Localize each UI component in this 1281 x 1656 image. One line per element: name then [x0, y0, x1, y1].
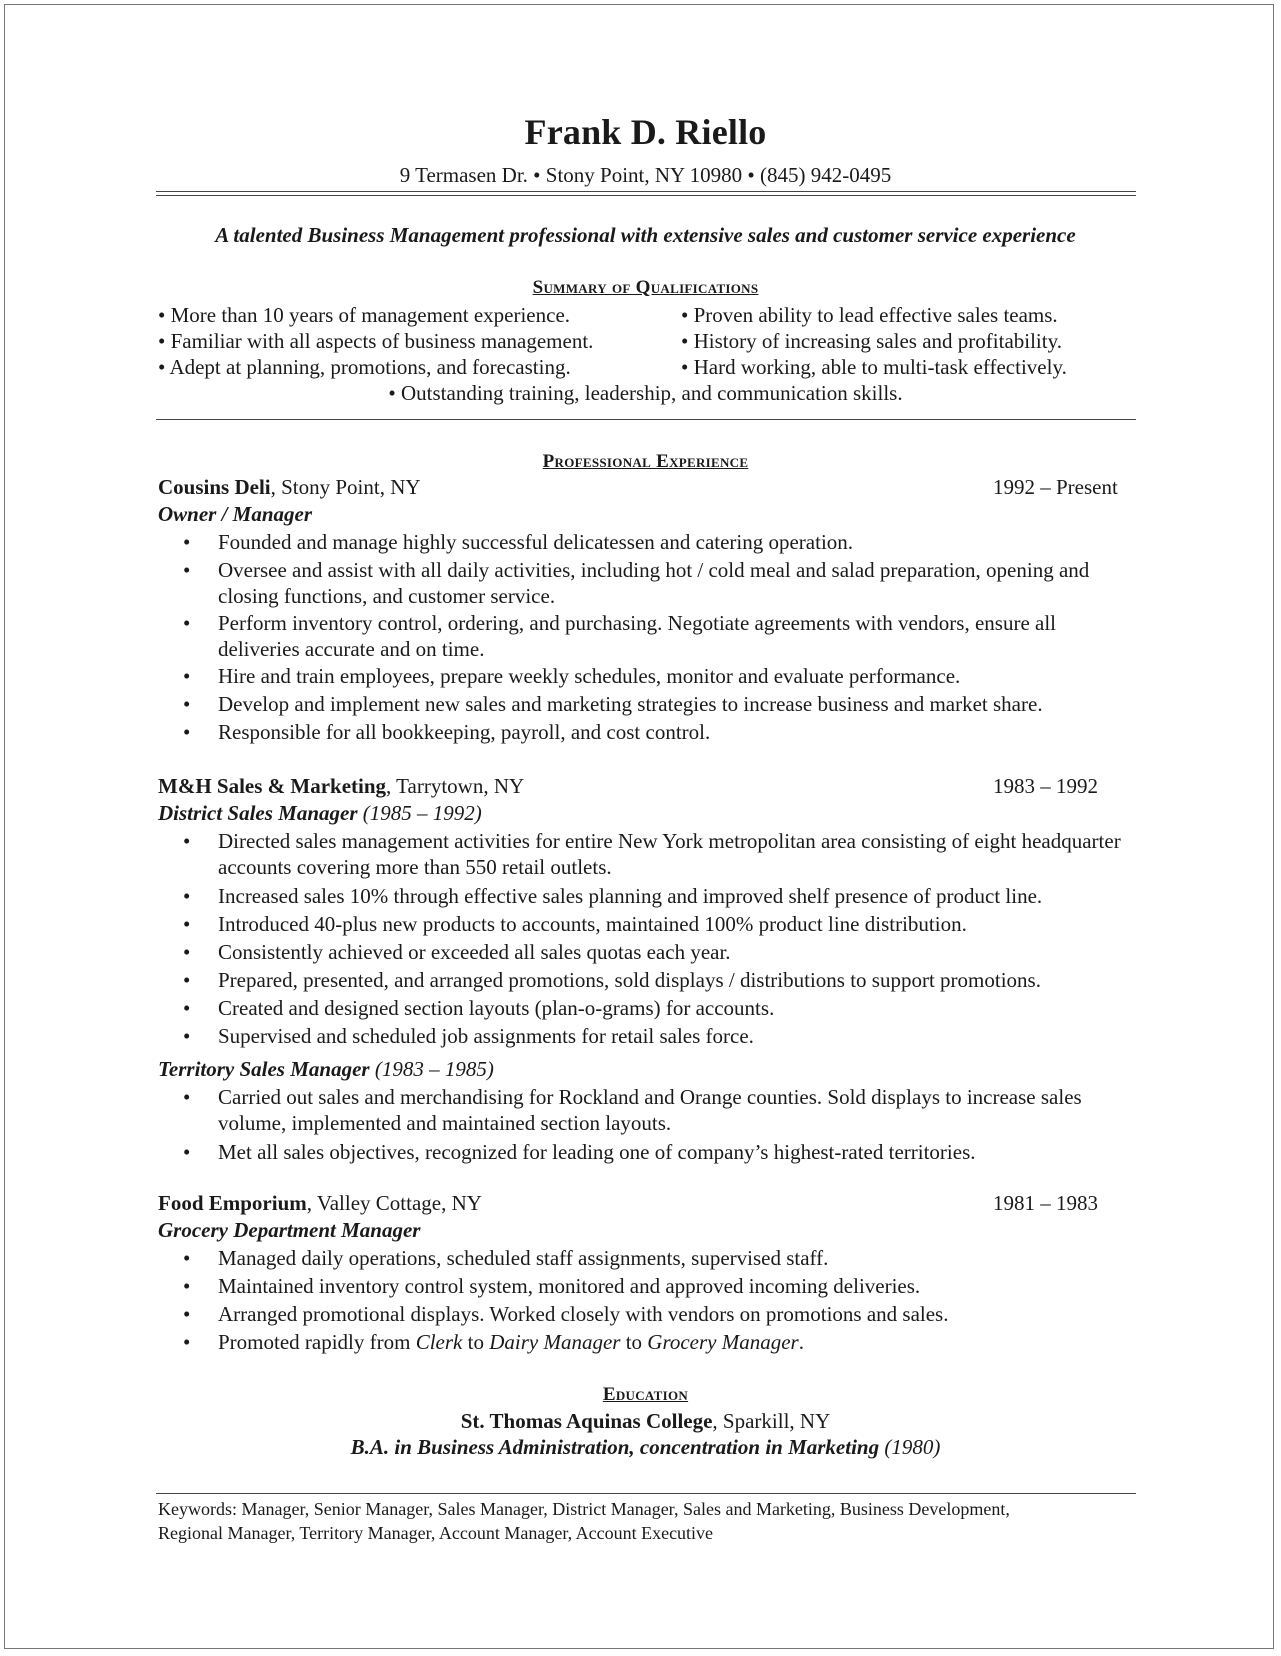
education-degree-line	[5, 1435, 1281, 1460]
job-bullet: Oversee and assist with all daily activities, including hot / cold meal and salad preparation, opening and closing functions, and customer service.	[218, 558, 1090, 608]
section-title-education: Education	[602, 1384, 689, 1405]
job-heading	[158, 1191, 482, 1216]
qualification-item: • Proven ability to lead effective sales teams.	[681, 303, 1058, 327]
company-name: M&H Sales & Marketing	[158, 774, 387, 798]
job-bullet: Prepared, presented, and arranged promotions, sold displays / distributions to support promotions.	[218, 968, 1041, 992]
job-title: Owner / Manager	[158, 502, 313, 526]
job-dates: 1981 – 1983	[993, 1191, 1098, 1215]
qualification-item: • Outstanding training, leadership, and communication skills.	[388, 381, 903, 405]
job-heading	[158, 475, 421, 500]
bullet-glyph: •	[183, 912, 191, 936]
job-title-text: Territory Sales Manager	[158, 1057, 370, 1081]
bullet-glyph: •	[183, 996, 191, 1020]
job-bullet: Arranged promotional displays. Worked closely with vendors on promotions and sales.	[218, 1302, 949, 1326]
bullet-glyph: •	[183, 1302, 191, 1326]
bullet-glyph: •	[183, 829, 191, 853]
job-bullet: Managed daily operations, scheduled staff assignments, supervised staff.	[218, 1246, 829, 1270]
qualification-item: • History of increasing sales and profitability.	[681, 329, 1062, 353]
job-bullet: Carried out sales and merchandising for Rockland and Orange counties. Sold displays to increase sales volume, implemented and maintained section layouts.	[218, 1085, 1082, 1135]
bullet-text-part: to	[462, 1330, 490, 1354]
education-school-line	[5, 1409, 1281, 1434]
job-title-text: District Sales Manager	[158, 801, 358, 825]
bullet-text-part: to	[620, 1330, 648, 1354]
bullet-glyph: •	[183, 1246, 191, 1270]
job-bullet: Develop and implement new sales and marketing strategies to increase business and market share.	[218, 692, 1043, 716]
job-title-years: (1983 – 1985)	[369, 1057, 494, 1081]
job-title: Grocery Department Manager	[158, 1218, 421, 1242]
company-name: Cousins Deli	[158, 475, 271, 499]
company-location: , Stony Point, NY	[270, 475, 421, 499]
bullet-text-part: .	[798, 1330, 804, 1354]
bullet-glyph: •	[183, 611, 191, 635]
bullet-glyph: •	[183, 664, 191, 688]
bullet-glyph: •	[183, 530, 191, 554]
section-title-qualifications: Summary of Qualifications	[532, 277, 759, 298]
bullet-glyph: •	[183, 558, 191, 582]
degree-name: B.A. in Business Administration, concentration in Marketing	[350, 1435, 880, 1459]
job-dates: 1983 – 1992	[993, 774, 1098, 798]
job-dates: 1992 – Present	[993, 475, 1118, 499]
degree-year: (1980)	[879, 1435, 941, 1459]
school-name: St. Thomas Aquinas College	[460, 1409, 713, 1433]
bullet-role-grocery-manager: Grocery Manager	[647, 1330, 799, 1354]
school-location: , Sparkill, NY	[712, 1409, 831, 1433]
section-divider	[156, 419, 1136, 420]
job-bullet: Met all sales objectives, recognized for leading one of company’s highest-rated territories.	[218, 1140, 976, 1164]
job-bullet: Increased sales 10% through effective sales planning and improved shelf presence of product line.	[218, 884, 1043, 908]
company-location: , Valley Cottage, NY	[306, 1191, 482, 1215]
job-bullet: Founded and manage highly successful delicatessen and catering operation.	[218, 530, 854, 554]
professional-tagline: A talented Business Management professional with extensive sales and customer service experience	[215, 223, 1076, 247]
job-bullet: Directed sales management activities for entire New York metropolitan area consisting of eight headquarter accounts covering more than 550 retail outlets.	[218, 829, 1121, 879]
bullet-glyph: •	[183, 968, 191, 992]
bullet-glyph: •	[183, 692, 191, 716]
bullet-glyph: •	[183, 1274, 191, 1298]
candidate-name: Frank D. Riello	[524, 112, 767, 152]
keywords-divider	[156, 1493, 1136, 1494]
job-title	[158, 1057, 494, 1082]
job-title	[158, 801, 482, 826]
contact-line: 9 Termasen Dr. • Stony Point, NY 10980 • (845) 942-0495	[399, 163, 892, 187]
header-divider-bottom	[156, 195, 1136, 196]
job-bullet: Perform inventory control, ordering, and purchasing. Negotiate agreements with vendors, ensure all deliveries accurate and on time.	[218, 611, 1057, 661]
bullet-role-dairy-manager: Dairy Manager	[489, 1330, 621, 1354]
bullet-glyph: •	[183, 1330, 191, 1354]
bullet-glyph: •	[183, 940, 191, 964]
bullet-glyph: •	[183, 720, 191, 744]
bullet-role-clerk: Clerk	[415, 1330, 463, 1354]
section-title-experience: Professional Experience	[542, 451, 749, 472]
bullet-glyph: •	[183, 1024, 191, 1048]
header-divider-top	[156, 191, 1136, 192]
keywords-block: Keywords: Manager, Senior Manager, Sales Manager, District Manager, Sales and Marketing, Business Development, Regional Manager, Territory Manager, Account Manager, Account Executive	[158, 1499, 1010, 1543]
job-bullet: Hire and train employees, prepare weekly schedules, monitor and evaluate performance.	[218, 664, 961, 688]
job-bullet: Consistently achieved or exceeded all sales quotas each year.	[218, 940, 731, 964]
job-bullet: Supervised and scheduled job assignments for retail sales force.	[218, 1024, 754, 1048]
company-location: , Tarrytown, NY	[386, 774, 525, 798]
bullet-text-part: Promoted rapidly from	[218, 1330, 416, 1354]
job-heading	[158, 774, 524, 799]
qualification-item: • Adept at planning, promotions, and forecasting.	[158, 355, 571, 379]
job-bullet: Maintained inventory control system, monitored and approved incoming deliveries.	[218, 1274, 921, 1298]
bullet-glyph: •	[183, 1140, 191, 1164]
qualification-item: • More than 10 years of management experience.	[158, 303, 571, 327]
qualification-item: • Hard working, able to multi-task effectively.	[681, 355, 1067, 379]
job-bullet	[218, 1329, 1128, 1355]
company-name: Food Emporium	[158, 1191, 307, 1215]
bullet-glyph: •	[183, 884, 191, 908]
job-title-years: (1985 – 1992)	[357, 801, 482, 825]
job-bullet: Introduced 40-plus new products to accounts, maintained 100% product line distribution.	[218, 912, 967, 936]
job-bullet: Responsible for all bookkeeping, payroll, and cost control.	[218, 720, 711, 744]
job-bullet: Created and designed section layouts (plan-o-grams) for accounts.	[218, 996, 775, 1020]
bullet-glyph: •	[183, 1085, 191, 1109]
qualification-item: • Familiar with all aspects of business management.	[158, 329, 594, 353]
resume-page	[4, 4, 1274, 1649]
